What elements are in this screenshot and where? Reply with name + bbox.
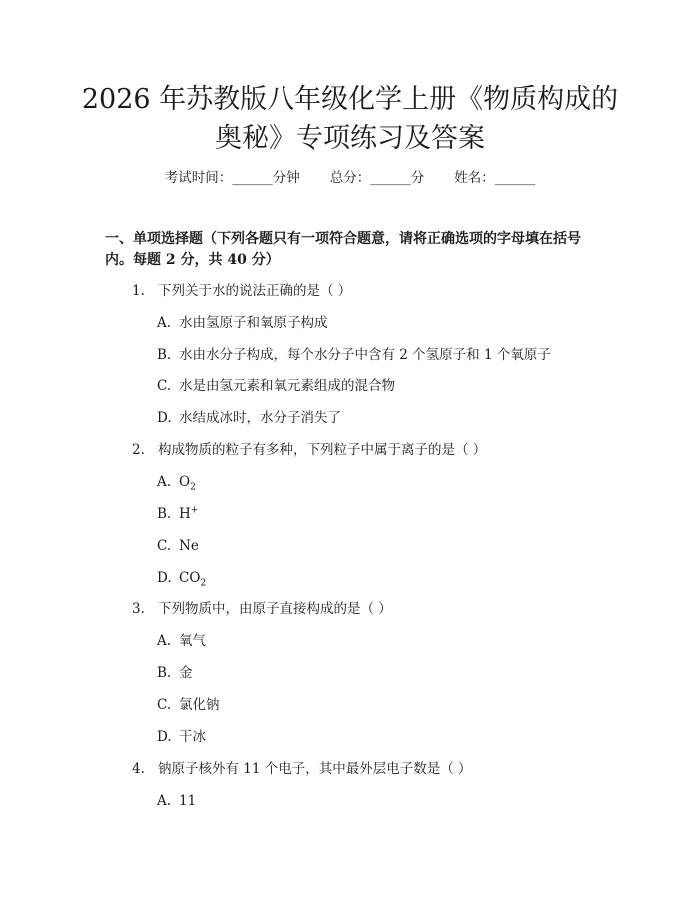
option-letter: D. bbox=[157, 410, 172, 426]
question-number: 3. bbox=[132, 601, 145, 617]
subscript: 2 bbox=[190, 482, 196, 493]
option-text: O bbox=[179, 474, 191, 490]
option-letter: C. bbox=[157, 378, 172, 394]
option-text: 氧气 bbox=[179, 633, 206, 649]
question-text: 下列物质中，由原子直接构成的是（ ） bbox=[158, 601, 392, 617]
question-number: 2. bbox=[132, 442, 145, 458]
option-letter: D. bbox=[157, 729, 172, 745]
section-heading bbox=[105, 229, 600, 271]
option-letter: B. bbox=[157, 347, 172, 363]
option-letter: C. bbox=[157, 538, 172, 554]
option-text: 水由氢原子和氧原子构成 bbox=[179, 315, 328, 331]
question-number: 4. bbox=[132, 761, 145, 777]
question-text: 构成物质的粒子有多种，下列粒子中属于离子的是（ ） bbox=[158, 442, 487, 458]
option-text: 水是由氢元素和氧元素组成的混合物 bbox=[179, 378, 395, 394]
option-letter: A. bbox=[157, 474, 172, 490]
exam-time: 考试时间：______分钟 bbox=[164, 170, 300, 186]
option-text: 氯化钠 bbox=[179, 697, 220, 713]
question-number: 1. bbox=[132, 283, 145, 299]
option-letter: B. bbox=[157, 506, 172, 522]
option-letter: A. bbox=[157, 633, 172, 649]
option-letter: A. bbox=[157, 793, 172, 809]
section-heading-line-1: 一、单项选择题（下列各题只有一项符合题意，请将正确选项的字母填在括号 bbox=[105, 231, 581, 247]
section-heading-line-2: 内。每题 2 分，共 40 分） bbox=[105, 252, 280, 268]
option-text: 水由水分子构成，每个水分子中含有 2 个氢原子和 1 个氧原子 bbox=[179, 347, 551, 363]
question-text: 钠原子核外有 11 个电子，其中最外层电子数是（ ） bbox=[158, 761, 472, 777]
subscript: 2 bbox=[200, 578, 207, 589]
option-text: 干冰 bbox=[179, 729, 206, 745]
option-text: 金 bbox=[179, 665, 193, 681]
student-name: 姓名：______ bbox=[454, 170, 536, 186]
exam-meta bbox=[0, 168, 700, 188]
title-line-2: 奥秘》专项练习及答案 bbox=[215, 123, 485, 154]
option-text: 水结成冰时，水分子消失了 bbox=[179, 410, 341, 426]
option-text: H bbox=[179, 506, 191, 522]
option-letter: B. bbox=[157, 665, 172, 681]
option-text: 11 bbox=[179, 793, 197, 809]
page-title bbox=[60, 80, 640, 158]
question-text: 下列关于水的说法正确的是（ ） bbox=[158, 283, 352, 299]
title-line-1: 2026 年苏教版八年级化学上册《物质构成的 bbox=[81, 84, 619, 115]
superscript: + bbox=[190, 505, 199, 516]
option-letter: D. bbox=[157, 570, 172, 586]
option-letter: A. bbox=[157, 315, 172, 331]
option-text: Ne bbox=[179, 538, 199, 554]
option-text: CO bbox=[179, 570, 201, 586]
total-score: 总分：______分 bbox=[329, 170, 425, 186]
option-letter: C. bbox=[157, 697, 172, 713]
